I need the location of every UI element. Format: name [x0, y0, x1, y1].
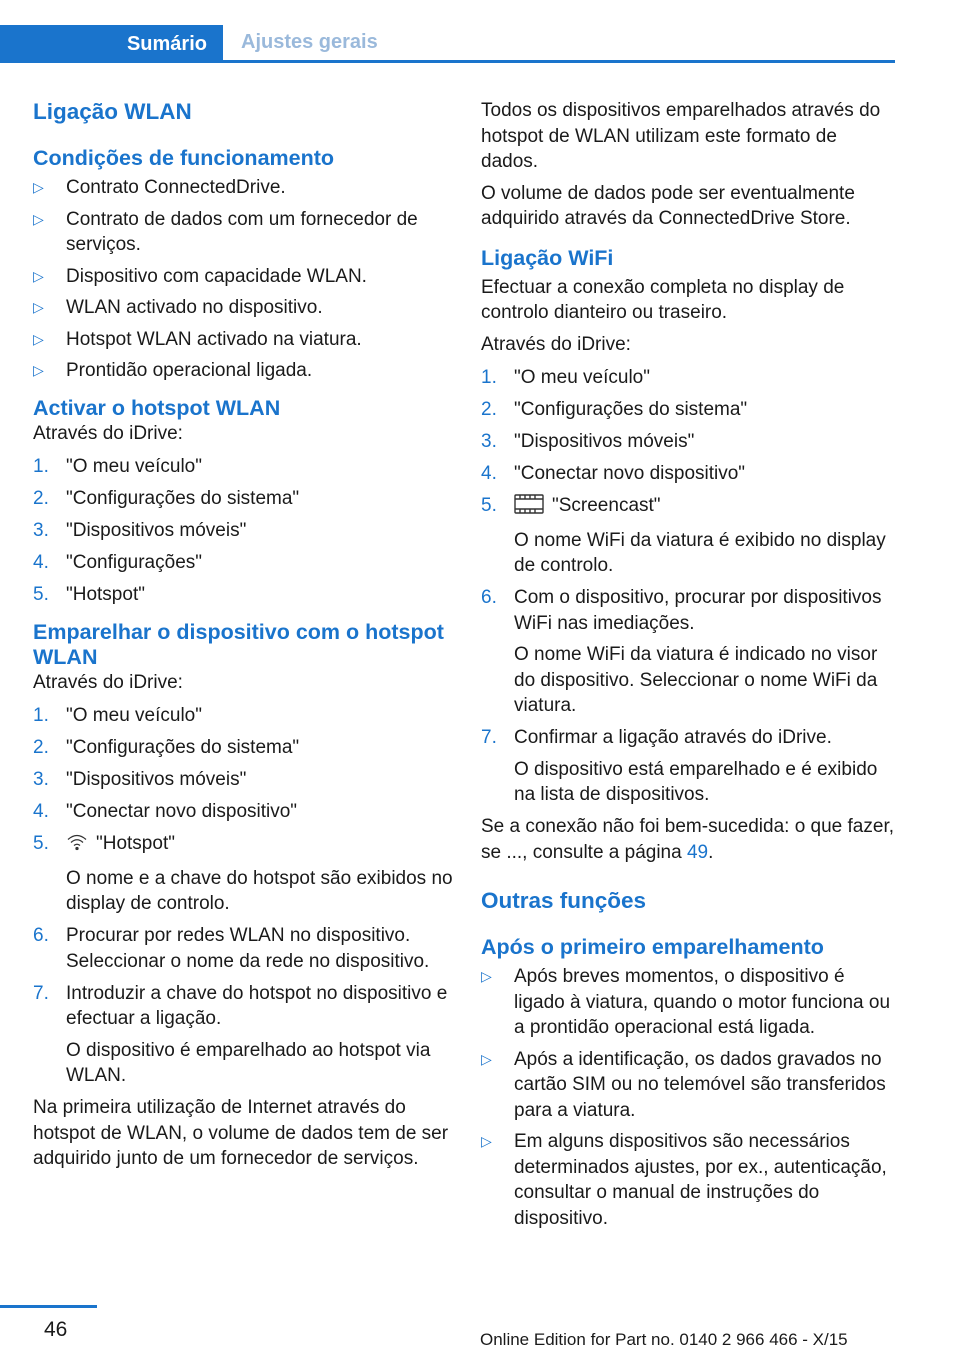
step-item: 2. "Configurações do sistema"	[481, 399, 748, 420]
tab-general-settings[interactable]: Ajustes gerais	[241, 31, 378, 53]
step-item: 5. "Hotspot" O nome e a chave do hotspot são exibidos no display de controlo.	[33, 833, 453, 914]
step-item: 6. Com o dispositivo, procurar por dispositivos WiFi nas imediações. O nome WiFi da viatura é indicado no visor do dispositivo. Seleccionar o nome WiFi da viatura.	[481, 587, 882, 716]
bullet-triangle-icon: ▷	[33, 362, 44, 378]
step-item: 3. "Dispositivos móveis"	[33, 520, 247, 541]
after-pairing-list	[481, 964, 899, 1231]
step-item: 4. "Conectar novo dispositivo"	[33, 801, 298, 822]
step-item: 2. "Configurações do sistema"	[33, 737, 300, 758]
step-item: 7. Confirmar a ligação através do iDrive. O dispositivo está emparelhado e é exibido na lista de dispositivos.	[481, 727, 878, 805]
paragraph-data-volume: O volume de dados pode ser eventualmente adquirido através da ConnectedDrive Store.	[481, 182, 855, 229]
step-item: 3. "Dispositivos móveis"	[481, 431, 695, 452]
activate-intro: Através do iDrive:	[33, 422, 183, 444]
wifi-intro-paragraph: Efectuar a conexão completa no display de controlo dianteiro ou traseiro.	[481, 276, 845, 323]
bullet-triangle-icon: ▷	[33, 299, 44, 315]
step-item: 6. Procurar por redes WLAN no dispositivo. Seleccionar o nome da rede no dispositivo.	[33, 925, 430, 972]
pair-closing-paragraph: Na primeira utilização de Internet através do hotspot de WLAN, o volume de dados tem de ser adquirido junto de um fornecedor de serviços.	[33, 1097, 449, 1169]
list-item: ▷ Em alguns dispositivos são necessários determinados ajustes, por ex., autenticação, consultar o manual de instruções do dispositivo.	[481, 1131, 887, 1229]
page-link[interactable]: 49	[686, 841, 709, 863]
tab-summary[interactable]: Sumário	[0, 25, 223, 63]
page-number: 46	[44, 1318, 68, 1341]
bullet-triangle-icon: ▷	[33, 330, 44, 347]
heading-wifi-connection: Ligação WiFi	[481, 245, 614, 270]
pair-steps	[33, 703, 453, 1089]
wifi-icon	[66, 832, 88, 860]
wifi-steps	[481, 365, 899, 808]
bullet-triangle-icon: ▷	[33, 267, 44, 284]
list-item: ▷ Após a identificação, os dados gravados no cartão SIM ou no telemóvel são transferidos para a viatura.	[481, 1048, 886, 1121]
step-item: 5. "Screencast" O nome WiFi da viatura é exibido no display de controlo.	[481, 495, 886, 576]
list-item: ▷ Dispositivo com capacidade WLAN.	[33, 264, 453, 290]
left-column	[33, 98, 453, 1172]
list-item: ▷ Contrato de dados com um fornecedor de serviços.	[33, 208, 418, 255]
heading-activate-hotspot: Activar o hotspot WLAN	[33, 395, 281, 420]
list-item: ▷ Prontidão operacional ligada.	[33, 358, 453, 384]
screencast-icon	[514, 494, 544, 522]
failure-paragraph: Se a conexão não foi bem-sucedida: o que fazer, se ..., consulte a página 49.	[481, 816, 894, 863]
header-divider	[0, 60, 895, 63]
bullet-triangle-icon: ▷	[481, 1050, 492, 1067]
heading-conditions: Condições de funcionamento	[33, 146, 335, 170]
step-item: 1. "O meu veículo"	[33, 705, 202, 726]
step-item: 1. "O meu veículo"	[481, 367, 650, 388]
section-title-other-functions: Outras funções	[481, 888, 647, 913]
bullet-triangle-icon: ▷	[481, 968, 492, 984]
list-item: ▷ Hotspot WLAN activado na viatura.	[33, 327, 453, 353]
footer-edition-text: Online Edition for Part no. 0140 2 966 466 - X/15	[480, 1330, 848, 1349]
wifi-idrive-intro: Através do iDrive:	[481, 333, 631, 355]
paragraph-data-format: Todos os dispositivos emparelhados através do hotspot de WLAN utilizam este formato de dados.	[481, 100, 881, 172]
step-item: 4. "Configurações"	[33, 552, 203, 573]
list-item: ▷ Contrato ConnectedDrive.	[33, 175, 453, 201]
page-header	[0, 25, 895, 63]
right-column	[481, 98, 899, 1237]
list-item: ▷ WLAN activado no dispositivo.	[33, 295, 453, 321]
step-item: 7. Introduzir a chave do hotspot no dispositivo e efectuar a ligação. O dispositivo é emparelhado ao hotspot via WLAN.	[33, 982, 448, 1086]
step-item: 4. "Conectar novo dispositivo"	[481, 463, 746, 484]
activate-steps	[33, 454, 453, 608]
heading-after-first-pairing: Após o primeiro emparelhamento	[481, 935, 824, 959]
bullet-triangle-icon: ▷	[33, 210, 44, 227]
list-item: ▷ Após breves momentos, o dispositivo é ligado à viatura, quando o motor funciona ou a prontidão operacional está ligada.	[481, 966, 891, 1038]
pair-intro: Através do iDrive:	[33, 671, 183, 693]
bullet-triangle-icon: ▷	[481, 1133, 492, 1149]
heading-pair-device: Emparelhar o dispositivo com o hotspot WLAN	[33, 619, 444, 669]
conditions-list	[33, 175, 453, 384]
bullet-triangle-icon: ▷	[33, 179, 44, 195]
footer-divider	[0, 1305, 97, 1308]
step-item: 3. "Dispositivos móveis"	[33, 769, 247, 790]
step-item: 5. "Hotspot"	[33, 584, 145, 605]
step-item: 2. "Configurações do sistema"	[33, 488, 300, 509]
section-title-wlan: Ligação WLAN	[33, 99, 192, 124]
step-item: 1. "O meu veículo"	[33, 456, 202, 477]
